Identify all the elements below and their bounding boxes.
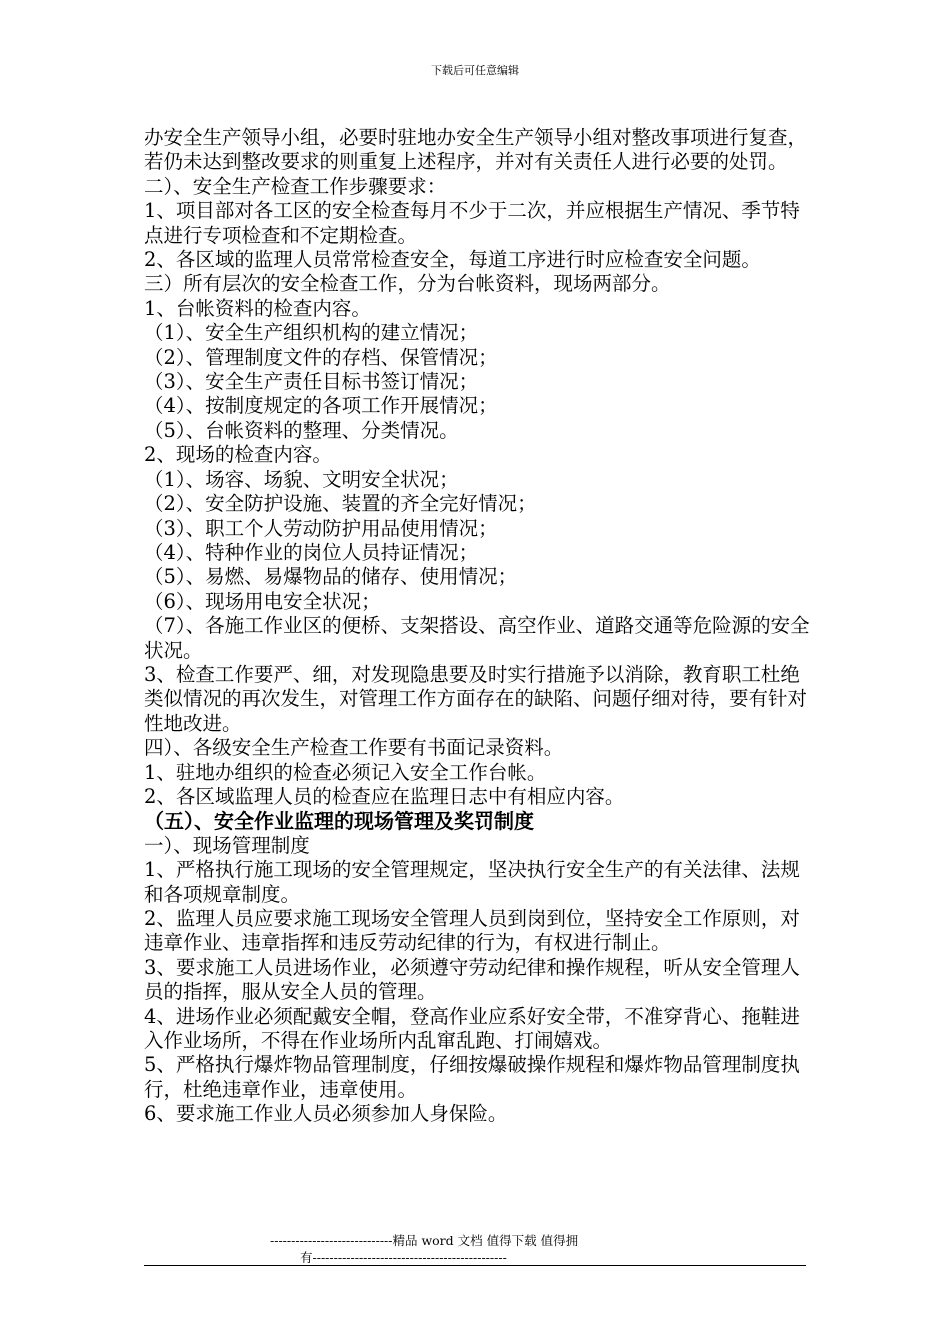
paragraph: 三）所有层次的安全检查工作，分为台帐资料，现场两部分。 (144, 272, 671, 296)
page-header: 下载后可任意编辑 (431, 64, 519, 77)
footer-line-1: -----------------------------精品 word 文档 值得下载 值得拥 (270, 1233, 579, 1248)
paragraph: （2）、管理制度文件的存档、保管情况； (144, 345, 498, 369)
paragraph: （3）、职工个人劳动防护用品使用情况； (144, 516, 498, 540)
footer-line-2: 有---------------------------------------------- (300, 1250, 507, 1265)
paragraph: 2、现场的检查内容。 (144, 443, 332, 467)
paragraph: 四）、各级安全生产检查工作要有书面记录资料。 (144, 736, 564, 760)
paragraph: 4、进场作业必须配戴安全帽，登高作业应系好安全带，不准穿背心、拖鞋进入作业场所，不得在作业场所内乱窜乱跑、打闹嬉戏。 (144, 1004, 800, 1053)
footer-rule (144, 1265, 806, 1266)
paragraph: 办安全生产领导小组，必要时驻地办安全生产领导小组对整改事项进行复查，若仍未达到整改要求的则重复上述程序，并对有关责任人进行必要的处罚。 (144, 126, 808, 174)
paragraph: （5）、台帐资料的整理、分类情况。 (144, 418, 459, 442)
paragraph: （2）、安全防护设施、装置的齐全完好情况； (144, 492, 537, 516)
document-body (144, 126, 812, 1127)
paragraph: 1、项目部对各工区的安全检查每月不少于二次，并应根据生产情况、季节特点进行专项检查和不定期检查。 (144, 199, 800, 247)
paragraph: （5）、易燃、易爆物品的储存、使用情况； (144, 565, 518, 589)
paragraph: 1、驻地办组织的检查必须记入安全工作台帐。 (144, 760, 547, 784)
paragraph: 2、监理人员应要求施工现场安全管理人员到岗到位，坚持安全工作原则，对违章作业、违章指挥和违反劳动纪律的行为，有权进行制止。 (144, 907, 800, 955)
paragraph: （4）、特种作业的岗位人员持证情况； (144, 540, 479, 564)
paragraph: （4）、按制度规定的各项工作开展情况； (144, 394, 498, 418)
paragraph: （1）、安全生产组织机构的建立情况； (144, 321, 479, 345)
paragraph: 一）、现场管理制度 (144, 833, 310, 857)
paragraph: 二）、安全生产检查工作步骤要求： (144, 174, 447, 198)
paragraph: （6）、现场用电安全状况； (144, 589, 381, 613)
paragraph: （3）、安全生产责任目标书签订情况； (144, 370, 479, 394)
paragraph: （7）、各施工作业区的便桥、支架搭设、高空作业、道路交通等危险源的安全状况。 (144, 614, 810, 662)
paragraph: 1、台帐资料的检查内容。 (144, 296, 371, 320)
paragraph: 1、严格执行施工现场的安全管理规定，坚决执行安全生产的有关法律、法规和各项规章制度。 (144, 858, 800, 906)
paragraph: 5、严格执行爆炸物品管理制度，仔细按爆破操作规程和爆炸物品管理制度执行，杜绝违章作业，违章使用。 (144, 1053, 800, 1101)
paragraph: （1）、场容、场貌、文明安全状况； (144, 467, 459, 491)
paragraph: 3、检查工作要严、细，对发现隐患要及时实行措施予以消除，教育职工杜绝类似情况的再次发生，对管理工作方面存在的缺陷、问题仔细对待，要有针对性地改进。 (144, 662, 808, 735)
paragraph: 3、要求施工人员进场作业，必须遵守劳动纪律和操作规程，听从安全管理人员的指挥，服从安全人员的管理。 (144, 955, 800, 1004)
section-heading: （五）、安全作业监理的现场管理及奖罚制度 (144, 809, 534, 834)
paragraph: 2、各区域的监理人员常常检查安全，每道工序进行时应检查安全问题。 (144, 248, 761, 272)
paragraph: 2、各区域监理人员的检查应在监理日志中有相应内容。 (144, 784, 625, 808)
paragraph: 6、要求施工作业人员必须参加人身保险。 (144, 1102, 508, 1126)
